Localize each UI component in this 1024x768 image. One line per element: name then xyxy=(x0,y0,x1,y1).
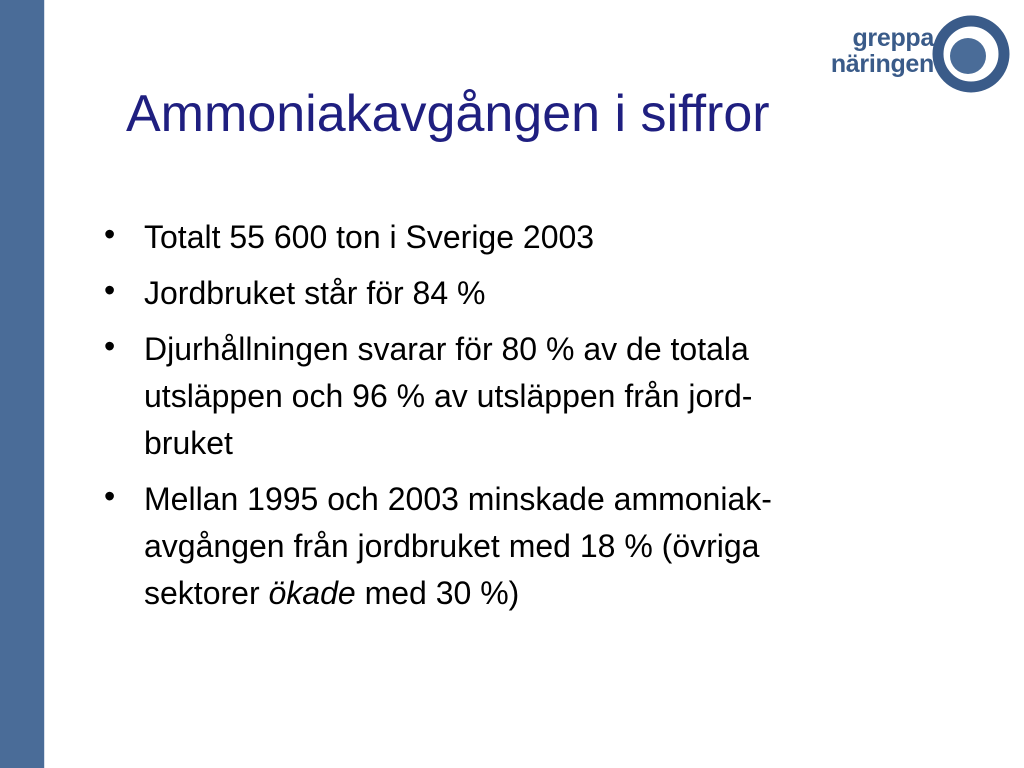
bullet-item-total xyxy=(100,214,940,261)
side-accent-bar xyxy=(0,0,44,768)
logo-ring-icon xyxy=(931,14,1011,94)
bullet-text-line: avgången från jordbruket med 18 % (övriga xyxy=(144,528,760,564)
text-segment: sektorer xyxy=(144,575,269,611)
bullet-text-line: Djurhållningen svarar för 80 % av de totala xyxy=(144,331,749,367)
logo-wordmark xyxy=(831,25,934,77)
logo-line-1: greppa xyxy=(852,24,934,52)
bullet-item-agriculture xyxy=(100,270,940,317)
bullet-text-line: Jordbruket står för 84 % xyxy=(144,275,486,311)
logo-line-2: näringen xyxy=(830,50,934,78)
bullet-dot-icon: • xyxy=(104,478,116,514)
side-accent-edge xyxy=(44,0,45,768)
bullet-list xyxy=(100,214,940,626)
bullet-text-line: bruket xyxy=(144,425,233,461)
slide-title: Ammoniakavgången i siffror xyxy=(126,85,770,143)
bullet-item-livestock xyxy=(100,326,940,467)
greppa-naringen-logo xyxy=(812,14,1012,96)
bullet-dot-icon: • xyxy=(104,216,116,252)
bullet-text-line-last xyxy=(144,570,940,617)
bullet-text-line: Mellan 1995 och 2003 minskade ammoniak- xyxy=(144,481,772,517)
bullet-text-line: utsläppen och 96 % av utsläppen från jord- xyxy=(144,378,753,414)
bullet-dot-icon: • xyxy=(104,328,116,364)
bullet-text-line: Totalt 55 600 ton i Sverige 2003 xyxy=(144,219,595,255)
bullet-item-reduction xyxy=(100,476,940,617)
text-segment: med 30 %) xyxy=(355,575,520,611)
emphasis-text: ökade xyxy=(268,575,356,611)
bullet-dot-icon: • xyxy=(104,272,116,308)
